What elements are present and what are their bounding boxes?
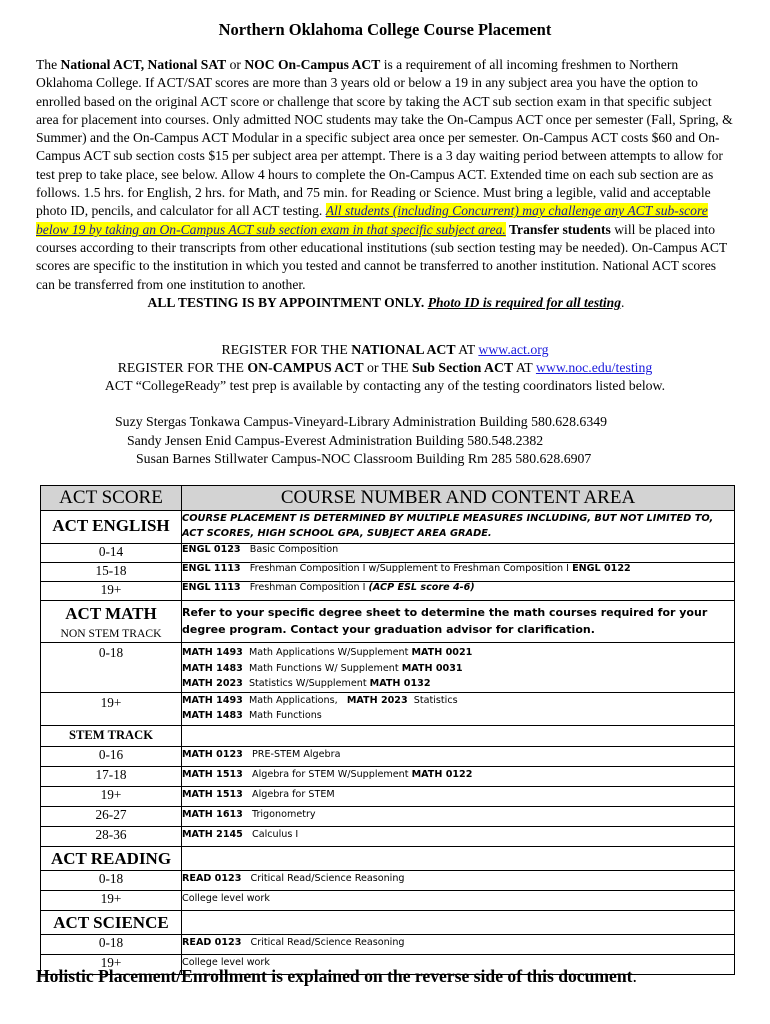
period: .: [621, 294, 625, 310]
reading-section-label: [41, 846, 182, 870]
course-code: MATH 1483: [182, 710, 243, 721]
empty-cell: [182, 910, 735, 934]
course-code: MATH 1613: [182, 808, 243, 820]
math-nonstem-courses: [182, 643, 735, 693]
course-extra: MATH 0132: [369, 678, 431, 689]
course-code: MATH 1493: [182, 647, 243, 658]
english-score: 19+: [41, 582, 182, 601]
course-desc: Algebra for STEM W/Supplement: [252, 768, 409, 780]
english-course: [182, 582, 735, 601]
empty-cell: [182, 725, 735, 746]
appointment-notice: [36, 294, 736, 312]
course-desc: College level work: [182, 956, 270, 968]
transfer-students-label: Transfer students: [505, 221, 611, 237]
contact-tonkawa: Suzy Stergas Tonkawa Campus-Vineyard-Library Administration Building 580.628.6349: [115, 414, 608, 429]
stem-score: 17-18: [41, 766, 182, 786]
text: REGISTER FOR THE: [117, 360, 248, 376]
course-extra: MATH 0031: [401, 662, 463, 674]
footer-note: [36, 966, 637, 987]
course-desc: Math Functions W/ Supplement: [248, 662, 399, 674]
text: AT: [513, 360, 536, 376]
register-national-line: [0, 341, 770, 359]
stem-course: [182, 826, 735, 846]
course-desc: College level work: [182, 892, 270, 904]
english-course: [182, 563, 735, 582]
course-desc: Statistics W/Supplement: [248, 678, 367, 689]
text: Sub Section ACT: [411, 360, 514, 376]
course-extra: MATH 0122: [411, 768, 473, 780]
intro-text: The: [36, 57, 61, 72]
stem-course: [182, 786, 735, 806]
empty-cell: [182, 846, 735, 870]
science-section-label: [41, 910, 182, 934]
reading-label: ACT READING: [50, 848, 172, 868]
footer-text: Holistic Placement/Enrollment is explained on the reverse side of this document: [36, 966, 633, 986]
course-extra: MATH 0021: [411, 647, 473, 658]
english-label: ACT ENGLISH: [52, 516, 170, 535]
noc-testing-link[interactable]: www.noc.edu/testing: [535, 360, 653, 376]
stem-course: [182, 766, 735, 786]
course-code: MATH 0123: [182, 748, 243, 760]
photo-id-notice: Photo ID is required for all testing: [427, 294, 622, 310]
register-oncampus-line: [0, 359, 770, 377]
highlighted-challenge-note: All students (including Concurrent) may challenge any ACT sub-score below 19 by taking an On-Campus ACT sub section exam in that specific subject area.: [36, 203, 708, 237]
stem-track-label-cell: [41, 725, 182, 746]
reading-course: [182, 870, 735, 890]
registration-block: [0, 341, 770, 396]
math-nonstem-score: 19+: [41, 692, 182, 725]
course-extra: MATH 2023: [346, 694, 408, 706]
contact-stillwater: Susan Barnes Stillwater Campus-NOC Classroom Building Rm 285 580.628.6907: [136, 451, 592, 467]
course-desc: Math Applications,: [248, 694, 338, 706]
header-act-score: ACT SCORE: [41, 486, 182, 511]
intro-paragraph: [36, 56, 736, 312]
reading-course: [182, 890, 735, 910]
course-code: ENGL 0123: [182, 544, 241, 555]
act-org-link[interactable]: www.act.org: [478, 342, 549, 357]
course-line: [182, 693, 734, 709]
course-line: [182, 708, 734, 724]
course-desc: Trigonometry: [252, 808, 316, 820]
course-code: MATH 1483: [182, 662, 243, 674]
stem-score: 28-36: [41, 826, 182, 846]
text: AT: [455, 342, 479, 357]
text: REGISTER FOR THE: [221, 342, 352, 357]
intro-text: is a requirement of all incoming freshmen to Northern Oklahoma College. If ACT/SAT scores are more than 3 years old or below a 19 in any subject area you have the option to enrolled based on the original ACT score or challenge that score by taking the ACT sub section exam in that specific subject area for placement into courses. Only admitted NOC students may take the On-Campus ACT once per semester (Fall, Spring, & Summer) and the On-Campus ACT Modular in a specific subject area once per semester. On-Campus ACT costs $60 and On-Campus ACT sub section costs $15 per subject area per attempt. There is a 3 day waiting period between attempts to allow for test prep to take place, see below. Allow 4 hours to complete the On-Campus ACT. Extended time on each sub section are as follows. 1.5 hrs. for English, 2 hrs. for Math, and 75 min. for Reading or Science. Must bring a legible, valid and acceptable photo ID, pencils, and calculator for all ACT testing.: [36, 57, 733, 219]
science-score: 0-18: [41, 934, 182, 954]
math-nonstem-courses: [182, 692, 735, 725]
non-stem-track-label: NON STEM TRACK: [60, 627, 162, 640]
course-code: MATH 1513: [182, 768, 243, 780]
stem-course: [182, 806, 735, 826]
page-title: Northern Oklahoma College Course Placement: [218, 20, 552, 39]
intro-text: will be placed into courses according to their transcripts from other educational institutions (sub section testing may be needed). On-Campus ACT scores are specific to the institution in which you tested and cannot be transferred to another institution. National ACT scores can be transferred from one institution to another.: [36, 221, 727, 292]
reading-score: 19+: [41, 890, 182, 910]
english-score: 15-18: [41, 563, 182, 582]
course-desc: Math Applications W/Supplement: [248, 647, 409, 658]
text: or THE: [363, 360, 412, 376]
course-desc: Math Functions: [248, 710, 322, 721]
course-extra: (ACP ESL score 4-6): [368, 582, 475, 593]
course-extra: ENGL 0122: [572, 563, 631, 574]
english-course: [182, 544, 735, 563]
course-code: ENGL 1113: [182, 563, 241, 574]
placement-table: [40, 485, 735, 975]
stem-score: 26-27: [41, 806, 182, 826]
course-code: ENGL 1113: [182, 582, 241, 593]
stem-track-label: STEM TRACK: [68, 727, 154, 742]
course-code: MATH 2145: [182, 828, 243, 840]
footer-period: .: [632, 966, 637, 986]
course-desc: Freshman Composition I: [249, 582, 366, 593]
course-line: [182, 676, 734, 692]
text: ON-CAMPUS ACT: [247, 360, 364, 376]
intro-text: or: [226, 57, 245, 72]
text: NATIONAL ACT: [351, 342, 456, 357]
header-course-number: COURSE NUMBER AND CONTENT AREA: [182, 486, 735, 511]
math-nonstem-score: 0-18: [41, 643, 182, 693]
science-score: 19+: [41, 954, 182, 974]
science-label: ACT SCIENCE: [53, 912, 169, 932]
course-desc: Critical Read/Science Reasoning: [250, 872, 405, 884]
math-note-cell: [182, 601, 735, 643]
english-score: 0-14: [41, 544, 182, 563]
test-prep-line: ACT “CollegeReady” test prep is available by contacting any of the testing coordinators listed below.: [104, 378, 666, 394]
course-line: [182, 661, 734, 677]
course-code: READ 0123: [182, 872, 242, 884]
course-desc: Critical Read/Science Reasoning: [250, 936, 405, 948]
math-section-label: [41, 601, 182, 643]
course-desc: Algebra for STEM: [252, 788, 335, 800]
course-desc: PRE-STEM Algebra: [252, 748, 341, 760]
course-desc: Statistics: [413, 694, 458, 706]
stem-score: 0-16: [41, 746, 182, 766]
science-course: [182, 934, 735, 954]
course-desc: Freshman Composition I w/Supplement to Freshman Composition I: [249, 563, 570, 574]
intro-bold-national: National ACT, National SAT: [60, 57, 227, 72]
math-note: Refer to your specific degree sheet to determine the math courses required for your degree program. Contact your graduation advisor for clarification.: [182, 606, 708, 636]
course-code: MATH 1493: [182, 694, 243, 706]
intro-bold-noc: NOC On-Campus ACT: [244, 57, 381, 72]
math-label: ACT MATH: [65, 604, 157, 623]
course-desc: Basic Composition: [249, 544, 339, 555]
contacts-list: [0, 413, 770, 469]
english-note-cell: [182, 511, 735, 544]
course-code: MATH 2023: [182, 678, 243, 689]
stem-course: [182, 746, 735, 766]
contact-enid: Sandy Jensen Enid Campus-Everest Administration Building 580.548.2382: [127, 432, 544, 448]
appointment-text: ALL TESTING IS BY APPOINTMENT ONLY.: [147, 294, 428, 310]
course-code: MATH 1513: [182, 788, 243, 800]
course-desc: Calculus I: [252, 828, 299, 840]
course-code: READ 0123: [182, 936, 242, 948]
reading-score: 0-18: [41, 870, 182, 890]
stem-score: 19+: [41, 786, 182, 806]
english-section-label: [41, 511, 182, 544]
english-note: COURSE PLACEMENT IS DETERMINED BY MULTIPLE MEASURES INCLUDING, BUT NOT LIMITED TO, ACT SCORES, HIGH SCHOOL GPA, SUBJECT AREA GRADE.: [182, 513, 714, 539]
course-line: [182, 645, 734, 661]
